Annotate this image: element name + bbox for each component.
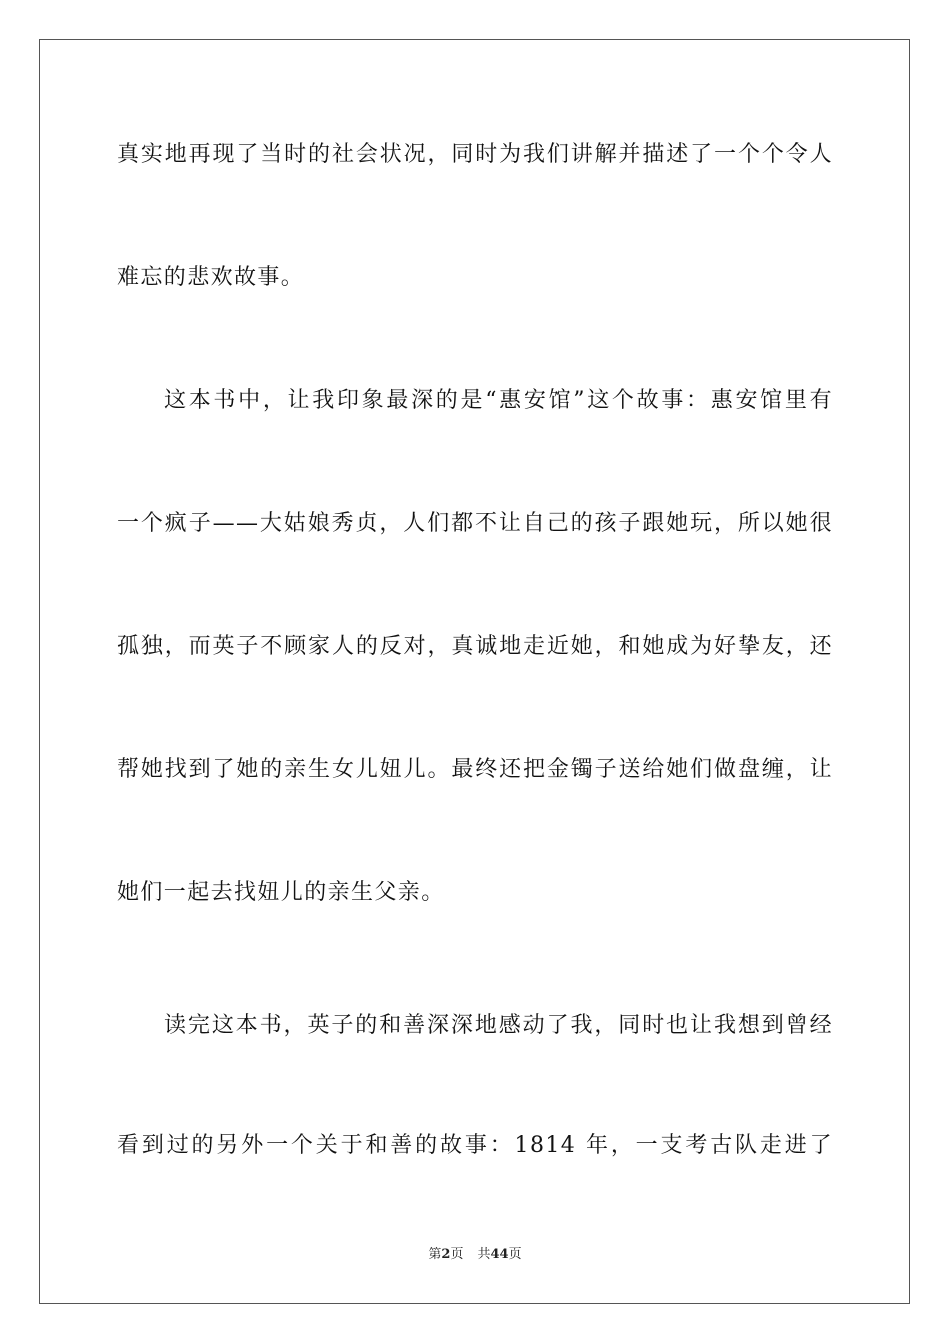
text-line: 她们一起去找妞儿的亲生父亲。 [117,880,445,905]
total-pages: 44 [490,1247,509,1262]
total-suffix: 页 [508,1247,522,1262]
page-prefix: 第 [428,1247,442,1262]
text-line: 一个疯子——大姑娘秀贞，人们都不让自己的孩子跟她玩，所以她很 [117,511,833,536]
page-number: 2 [441,1247,451,1262]
total-prefix: 共 [477,1247,491,1262]
page-footer [0,1246,950,1264]
text-line: 看到过的另外一个关于和善的故事：1814 年，一支考古队走进了 [117,1133,833,1158]
paragraph-first-line: 读完这本书，英子的和善深深地感动了我，同时也让我想到曾经 [164,1013,833,1038]
page-border [39,39,910,1304]
page-suffix: 页 [450,1247,464,1262]
text-line: 难忘的悲欢故事。 [117,265,305,290]
text-line: 真实地再现了当时的社会状况，同时为我们讲解并描述了一个个令人 [117,142,833,167]
text-line: 帮她找到了她的亲生女儿妞儿。最终还把金镯子送给她们做盘缠，让 [117,757,833,782]
paragraph-first-line: 这本书中，让我印象最深的是“惠安馆”这个故事：惠安馆里有 [164,388,833,413]
text-line: 孤独，而英子不顾家人的反对，真诚地走近她，和她成为好挚友，还 [117,634,833,659]
